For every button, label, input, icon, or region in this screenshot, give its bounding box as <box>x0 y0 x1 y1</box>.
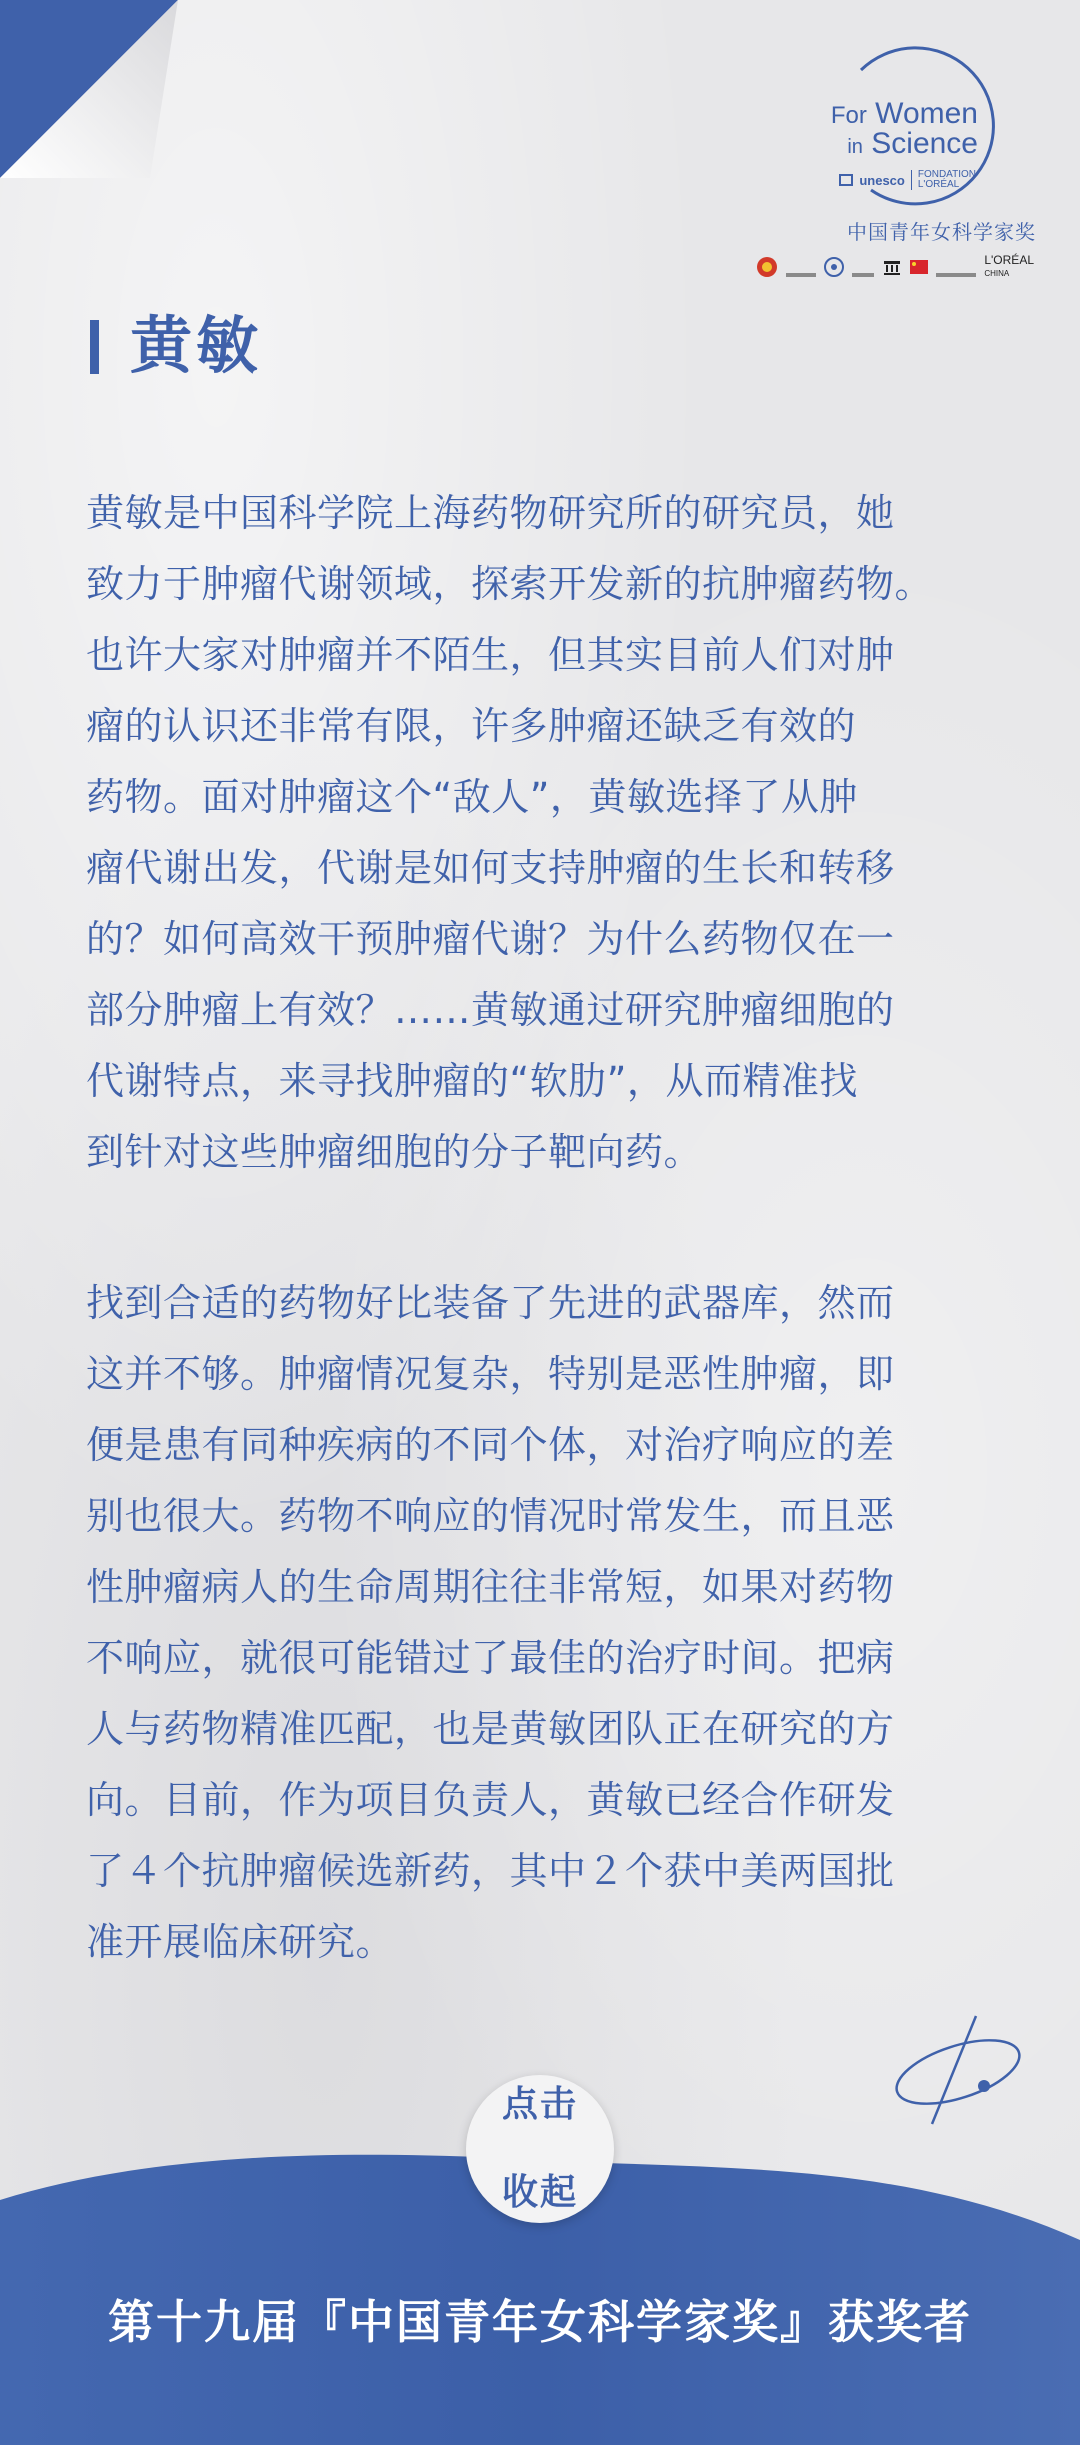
text-line: 瘤代谢出发，代谢是如何支持肿瘤的生长和转移 <box>86 846 895 890</box>
unesco-temple-icon <box>839 174 853 186</box>
women-federation-emblem-icon <box>756 256 778 278</box>
text-line: 黄敏是中国科学院上海药物研究所的研究员，她 <box>86 491 895 535</box>
footer-title: 第十九届『中国青年女科学家奖』获奖者 <box>108 2295 972 2349</box>
text-line: 药物。面对肿瘤这个“敌人”，黄敏选择了从肿 <box>86 775 858 819</box>
sponsor-logos <box>756 254 1034 280</box>
unesco-commission-emblem-icon <box>882 257 902 277</box>
folded-corner-icon <box>0 0 180 180</box>
text-line: 准开展临床研究。 <box>86 1920 395 1964</box>
text-line: 了４个抗肿瘤候选新药，其中２个获中美两国批 <box>86 1849 895 1893</box>
text-line: 便是患有同种疾病的不同个体，对治疗响应的差 <box>86 1423 895 1467</box>
cast-emblem-icon <box>824 257 844 277</box>
text-line: 这并不够。肿瘤情况复杂，特别是恶性肿瘤，即 <box>86 1352 895 1396</box>
fondation-loreal-text: FONDATION L'ORÉAL <box>917 169 976 190</box>
collapse-button-label: 点击 收起 <box>501 2084 578 2213</box>
page-title: 黄敏 <box>130 309 263 382</box>
text-line: 也许大家对肿瘤并不陌生，但其实目前人们对肿 <box>86 633 895 677</box>
for-women-in-science-logo <box>786 30 1056 290</box>
paragraph-2 <box>86 1268 1006 1978</box>
text-line: 性肿瘤病人的生命周期往往非常短，如果对药物 <box>86 1565 895 1609</box>
paragraph-1 <box>86 478 1006 1188</box>
sponsor-caption-3 <box>936 273 976 277</box>
logo-for-women: For Women <box>830 97 978 130</box>
loreal-china-logo: L'ORÉAL CHINA <box>984 253 1034 278</box>
title-accent-bar <box>90 320 99 374</box>
text-line: 别也很大。药物不响应的情况时常发生，而且恶 <box>86 1494 895 1538</box>
text-line: 不响应，就很可能错过了最佳的治疗时间。把病 <box>86 1636 895 1680</box>
collapse-button[interactable] <box>466 2075 614 2223</box>
text-line: 找到合适的药物好比装备了先进的武器库，然而 <box>86 1281 895 1325</box>
sponsor-caption-2 <box>852 273 874 277</box>
text-line: 致力于肿瘤代谢领域，探索开发新的抗肿瘤药物。 <box>86 562 934 606</box>
sponsor-caption-1 <box>786 273 816 277</box>
text-line: 部分肿瘤上有效？……黄敏通过研究肿瘤细胞的 <box>86 988 895 1032</box>
text-line: 瘤的认识还非常有限，许多肿瘤还缺乏有效的 <box>86 704 857 748</box>
text-line: 人与药物精准匹配，也是黄敏团队正在研究的方 <box>86 1707 895 1751</box>
text-line: 的？如何高效干预肿瘤代谢？为什么药物仅在一 <box>86 917 895 961</box>
text-line: 代谢特点，来寻找肿瘤的“软肋”，从而精准找 <box>86 1059 858 1103</box>
logo-in-science: in Science <box>847 127 978 160</box>
award-name-cn: 中国青年女科学家奖 <box>847 220 1036 244</box>
text-line: 向。目前，作为项目负责人，黄敏已经合作研发 <box>86 1778 895 1822</box>
orbit-doodle-icon <box>880 2010 1030 2130</box>
text-line: 到针对这些肿瘤细胞的分子靶向药。 <box>86 1130 703 1174</box>
china-flag-icon <box>910 260 928 274</box>
logo-unesco-foundation: unesco FONDATION L'ORÉAL <box>839 170 976 190</box>
